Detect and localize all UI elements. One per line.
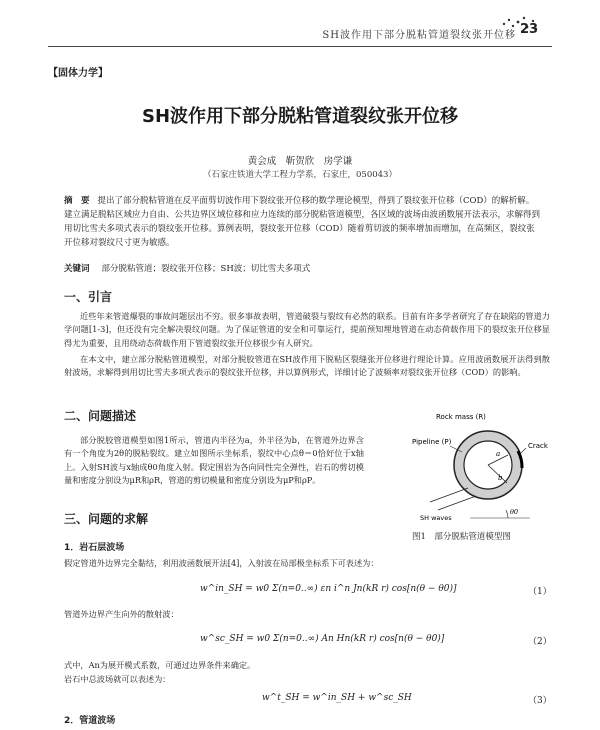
sub1-paragraph-2: 管道外边界产生向外的散射波： xyxy=(64,609,179,619)
abstract-text: 提出了部分脱粘管道在反平面剪切波作用下裂纹张开位移的数学理论模型，得到了裂纹张开位移（COD）的解析解。建立满足脱粘区域应力自由、公共边界区域位移和应力连续的部分脱粘管道模型，各区域的波场由波函数展开法表示，求解得到用切比雪夫多项式表示的裂纹张开位移。算例表明，裂纹张开位移（COD）随着剪切波的频率增加而增加，在高频区，裂纹张开位移对裂纹尺寸更为敏感。 xyxy=(64,196,541,248)
solution-heading: 三、问题的求解 xyxy=(64,512,149,526)
keywords xyxy=(64,262,540,276)
label-b: b xyxy=(498,474,503,482)
label-crack: Crack xyxy=(528,442,548,450)
abstract xyxy=(64,194,540,250)
figure-caption: 图1 部分脱粘管道模型图 xyxy=(412,532,511,542)
label-a: a xyxy=(496,450,501,458)
running-title: SH波作用下部分脱粘管道裂纹张开位移 xyxy=(322,30,516,41)
pipe-model-figure xyxy=(410,410,560,525)
sub1-paragraph-3: 式中，An为展开模式系数，可通过边界条件来确定。 xyxy=(64,660,256,670)
authors: 黄会成 靳贺欣 房学谦 xyxy=(247,156,353,167)
intro-paragraph-1: 近些年来管道爆裂的事故问题层出不穷。很多事故表明，管道破裂与裂纹有必然的联系。目前有许多学者研究了存在缺陷的管道力学问题[1-3]，但还没有完全解决裂纹问题。为了保证管道的安全和可靠运行，提前预知埋地管道在动态荷载作用下的裂纹张开位移显得尤为重要，且用绕动态荷载作用下管道裂纹张开位移很少有人研究。 xyxy=(64,311,550,348)
equation-1: w^in_SH = w0 Σ(n=0..∞) εn i^n Jn(kR r) cos[n(θ − θ0)] xyxy=(200,584,457,594)
equation-2: w^sc_SH = w0 Σ(n=0..∞) An Hn(kR r) cos[n(θ − θ0)] xyxy=(200,634,445,644)
sub1-paragraph-1: 假定管道外边界完全黏结，利用波函数展开法[4]，入射波在局部极坐标系下可表述为： xyxy=(64,558,379,568)
equation-2-number: （2） xyxy=(528,637,552,647)
intro-heading: 一、引言 xyxy=(64,290,113,304)
intro-paragraph-2: 在本文中，建立部分脱粘管道模型，对部分脱胶管道在SH波作用下脱粘区裂缝张开位移进行理论计算。应用波函数展开法得到散射波场，求解得到用切比雪夫多项式表示的裂纹张开位移，并以算例形式，详细讨论了波频率对裂纹张开位移（COD）的影响。 xyxy=(64,354,550,378)
label-rock: Rock mass (R) xyxy=(436,413,486,421)
equation-3: w^t_SH = w^in_SH + w^sc_SH xyxy=(262,693,412,703)
page-number: 23 xyxy=(520,22,539,37)
section-tag: 【固体力学】 xyxy=(48,68,108,79)
keywords-label: 关键词 xyxy=(64,264,90,274)
wave-front-2 xyxy=(438,496,476,510)
abstract-label: 摘 要 xyxy=(64,196,90,206)
sub2-heading: 2．管道波场 xyxy=(64,716,116,726)
crack-leader xyxy=(520,448,526,454)
equation-3-number: （3） xyxy=(528,696,552,706)
problem-paragraph: 部分脱胶管道模型如图1所示，管道内半径为a，外半径为b，在管道外边界含有一个角度为2θ的脱粘裂纹。建立如图所示坐标系，裂纹中心点θ＝0恰好位于x轴上。入射SH波与x轴成θ0角度入射。假定围岩为各向同性完全弹性，岩石的剪切模量和密度分别设为μR和ρR，管道的剪切模量和密度分别设为μP和ρP。 xyxy=(64,435,364,485)
label-theta: θ0 xyxy=(510,508,519,516)
sub1-heading: 1．岩石层波场 xyxy=(64,543,125,553)
label-pipe: Pipeline (P) xyxy=(412,438,452,446)
problem-heading: 二、问题描述 xyxy=(64,409,137,423)
keywords-text: 部分脱粘管道；裂纹张开位移；SH波；切比雪夫多项式 xyxy=(101,264,311,274)
affiliation: （石家庄铁道大学工程力学系，石家庄，050043） xyxy=(203,170,397,180)
equation-1-number: （1） xyxy=(528,587,552,597)
wave-front-1 xyxy=(430,488,468,502)
paper-title: SH波作用下部分脱粘管道裂纹张开位移 xyxy=(141,106,459,127)
header-rule xyxy=(48,46,552,47)
sub1-paragraph-4: 岩石中总波场就可以表述为： xyxy=(64,674,171,684)
theta-arc xyxy=(506,510,508,518)
label-wave: SH waves xyxy=(420,514,452,522)
